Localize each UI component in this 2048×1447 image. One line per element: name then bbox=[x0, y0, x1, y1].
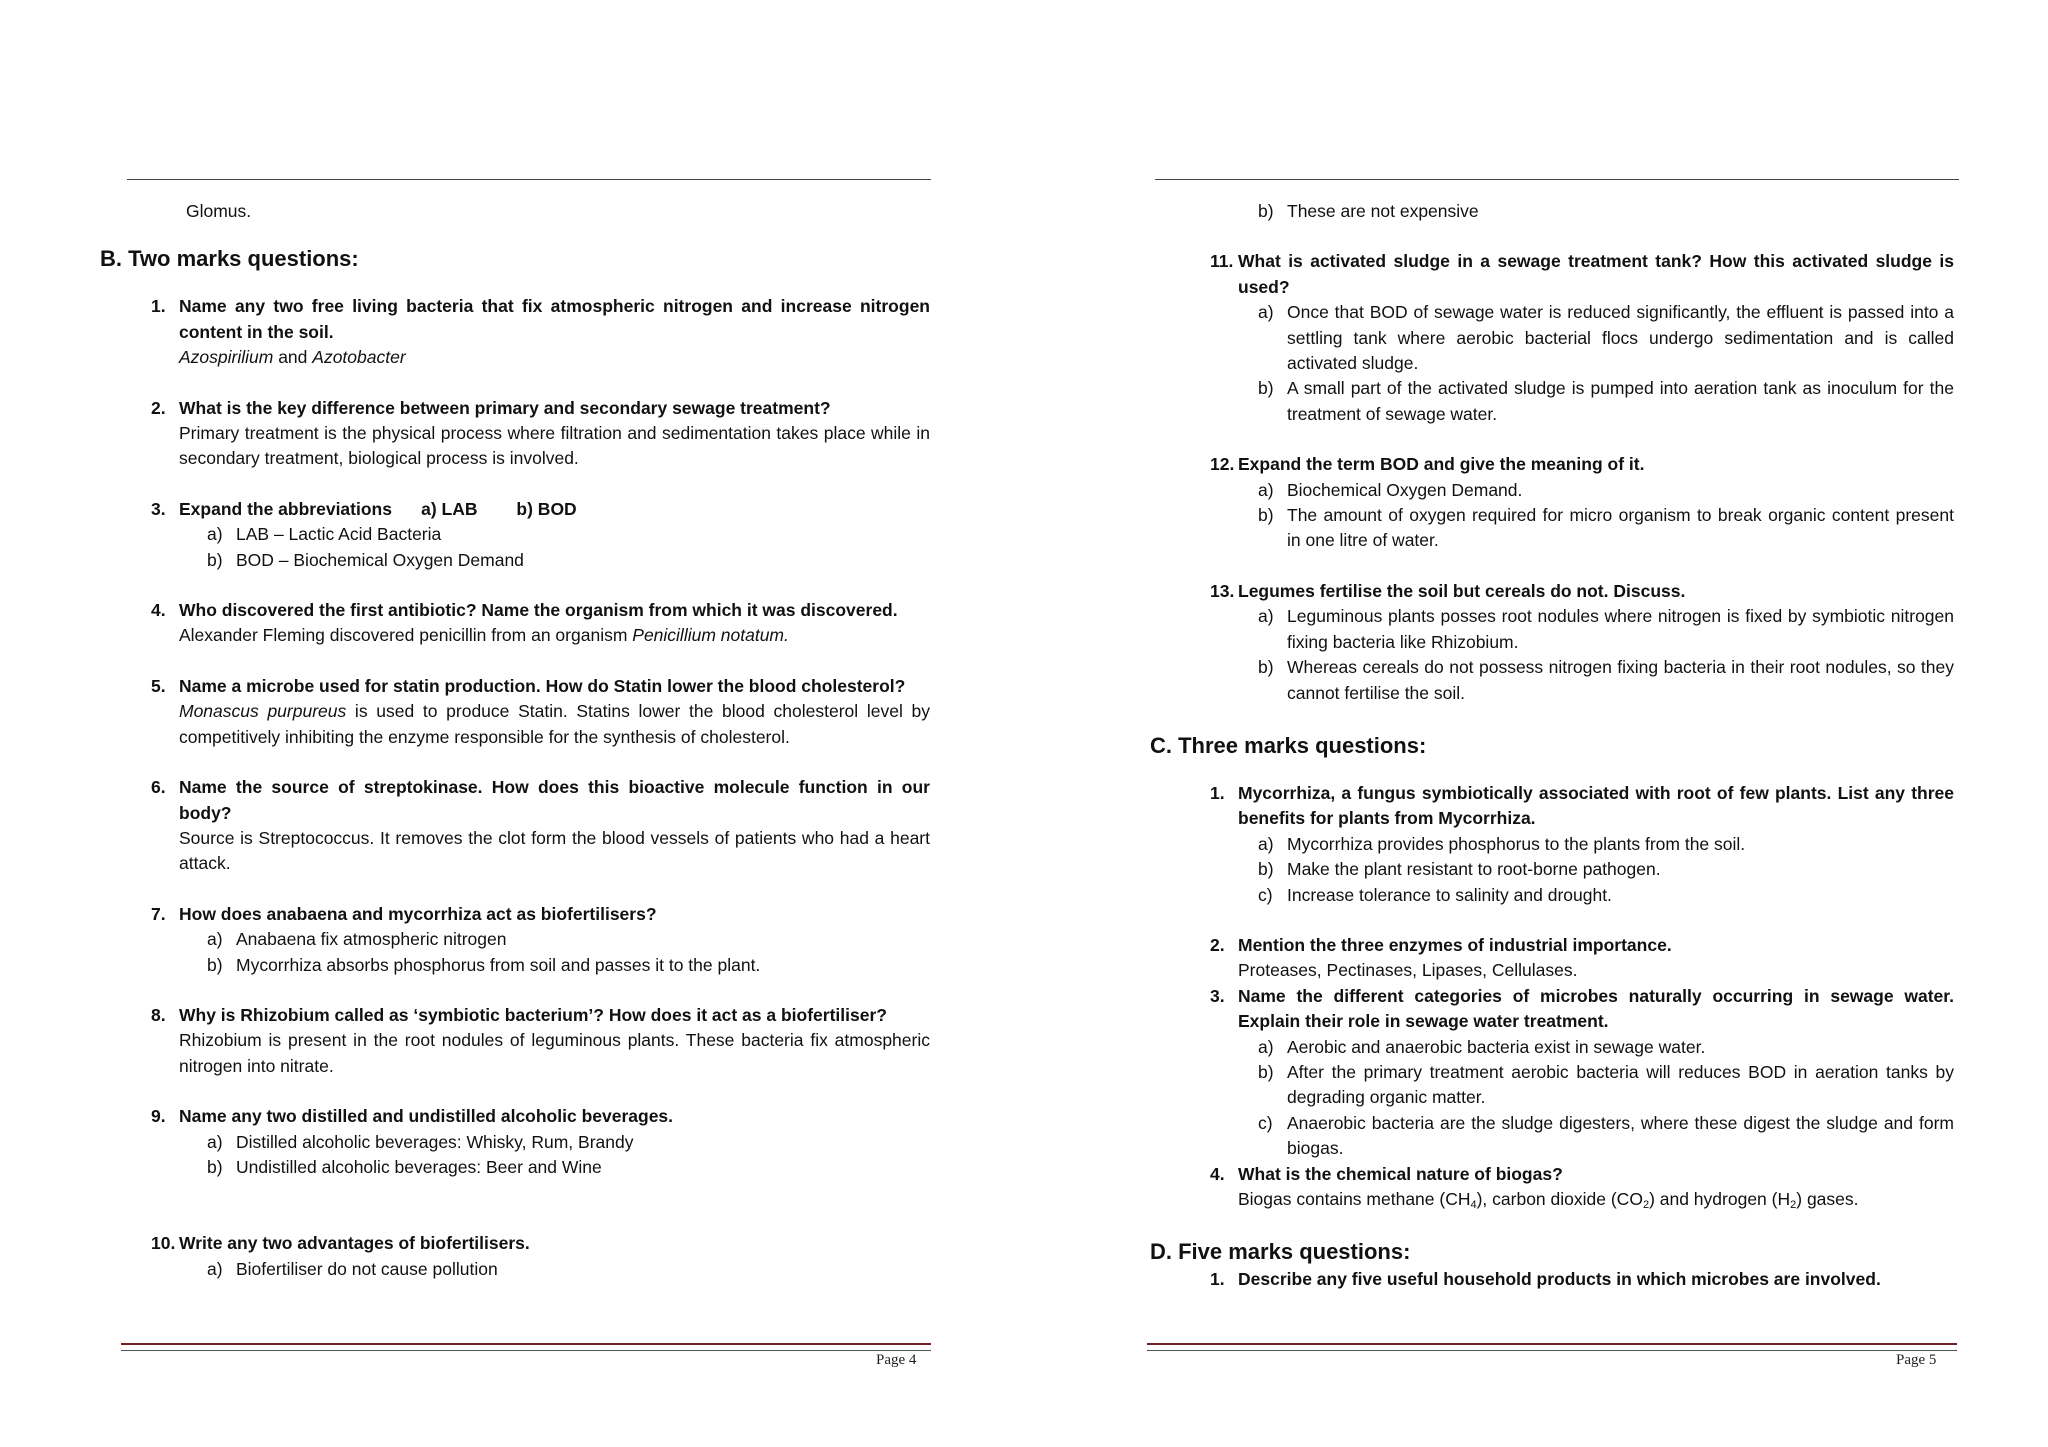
item-label: c) bbox=[1258, 1112, 1273, 1133]
item-label: b) bbox=[1258, 201, 1274, 221]
question-number: 10. bbox=[151, 1233, 176, 1254]
item-text: A small part of the activated sludge is pumped into aeration tank as inoculum for the treatment of sewage water. bbox=[1287, 378, 1954, 424]
item-label: b) bbox=[207, 549, 223, 570]
item-text: Anabaena fix atmospheric nitrogen bbox=[236, 929, 507, 950]
section-b-continued bbox=[1150, 249, 1954, 706]
page-number: Page 4 bbox=[876, 1352, 917, 1368]
item-label: b) bbox=[1258, 657, 1274, 678]
question-number: 2. bbox=[151, 397, 166, 418]
answer-part: ) gases. bbox=[1796, 1189, 1859, 1209]
question-text: What is the key difference between primary and secondary sewage treatment? bbox=[179, 397, 831, 418]
item-text: BOD – Biochemical Oxygen Demand bbox=[236, 549, 524, 570]
answer-item bbox=[151, 1257, 930, 1282]
question-text: How does anabaena and mycorrhiza act as biofertilisers? bbox=[179, 903, 657, 924]
section-d-heading: D. Five marks questions: bbox=[1150, 1239, 1411, 1265]
question-text: Who discovered the first antibiotic? Name the organism from which it was discovered. bbox=[179, 600, 898, 621]
item-text: Increase tolerance to salinity and drought. bbox=[1287, 884, 1612, 905]
question-number: 4. bbox=[1210, 1163, 1225, 1184]
answer-organism-2: Azotobacter bbox=[312, 347, 406, 368]
question-number: 11. bbox=[1210, 251, 1234, 272]
subscript: 4 bbox=[1470, 1199, 1477, 1211]
question-6 bbox=[151, 775, 930, 877]
item-text: Once that BOD of sewage water is reduced significantly, the effluent is passed into a settling tank where aerobic bacterial flocs undergo sedimentation and is called activated sludge. bbox=[1287, 302, 1954, 374]
footer-rule bbox=[1147, 1343, 1957, 1351]
answer-item bbox=[1210, 1035, 1954, 1060]
question-9 bbox=[151, 1104, 930, 1180]
answer: Source is Streptococcus. It removes the clot form the blood vessels of patients who had a heart attack. bbox=[179, 827, 930, 874]
item-text: Anaerobic bacteria are the sludge digesters, where these digest the sludge and form biogas. bbox=[1287, 1112, 1954, 1159]
question-10 bbox=[151, 1231, 930, 1282]
question-13 bbox=[1210, 579, 1954, 706]
item-text: Whereas cereals do not possess nitrogen fixing bacteria in their root nodules, so they cannot fertilise the soil. bbox=[1287, 657, 1954, 703]
answer-text: Alexander Fleming discovered penicillin from an organism bbox=[179, 625, 633, 646]
item-text: LAB – Lactic Acid Bacteria bbox=[236, 524, 442, 545]
subscript: 2 bbox=[1790, 1199, 1797, 1211]
question-text: Name a microbe used for statin production. How do Statin lower the blood cholesterol? bbox=[179, 675, 906, 696]
page-5-content bbox=[1150, 199, 1954, 1293]
item-label: b) bbox=[207, 1156, 223, 1177]
subscript: 2 bbox=[1642, 1199, 1650, 1211]
question-number: 9. bbox=[151, 1106, 166, 1127]
answer: Rhizobium is present in the root nodules of leguminous plants. These bacteria fix atmospheric nitrogen into nitrate. bbox=[179, 1030, 930, 1076]
answer-item bbox=[1210, 604, 1954, 655]
answer-part: ), carbon dioxide (CO bbox=[1476, 1189, 1643, 1209]
question-7 bbox=[151, 902, 930, 978]
question-number: 1. bbox=[1210, 1269, 1225, 1290]
section-c-heading: C. Three marks questions: bbox=[1150, 732, 1427, 758]
answer-item bbox=[1210, 883, 1954, 908]
question-text: Why is Rhizobium called as ‘symbiotic bacterium’? How does it act as a biofertiliser? bbox=[179, 1004, 887, 1025]
question-number: 3. bbox=[151, 498, 166, 519]
question-text: Mycorrhiza, a fungus symbiotically associated with root of few plants. List any three benefits for plants from Mycorrhiza. bbox=[1238, 782, 1954, 829]
question-3 bbox=[151, 497, 930, 573]
answer-item bbox=[1210, 1111, 1954, 1162]
question-number: 2. bbox=[1210, 934, 1225, 955]
item-label: a) bbox=[207, 929, 223, 950]
page-4-content bbox=[100, 199, 930, 1282]
question-number: 1. bbox=[1210, 782, 1225, 803]
answer-item bbox=[1210, 832, 1954, 857]
item-text: Undistilled alcoholic beverages: Beer and Wine bbox=[236, 1156, 602, 1177]
question-number: 13. bbox=[1210, 580, 1235, 601]
answer-conjunction: and bbox=[273, 347, 313, 368]
question-number: 7. bbox=[151, 903, 166, 924]
answer bbox=[151, 623, 930, 648]
question-5 bbox=[151, 674, 930, 750]
question-text: Name the source of streptokinase. How does this bioactive molecule function in our body? bbox=[179, 777, 930, 823]
item-label: c) bbox=[1258, 884, 1273, 905]
item-text: Make the plant resistant to root-borne pathogen. bbox=[1287, 859, 1661, 880]
item-label: b) bbox=[1258, 505, 1274, 526]
answer-organism: Penicillium notatum. bbox=[632, 625, 789, 646]
item-label: a) bbox=[207, 524, 223, 545]
footer-rule bbox=[121, 1343, 931, 1351]
answer-item bbox=[1210, 857, 1954, 882]
answer-part: Biogas contains methane (CH bbox=[1238, 1189, 1471, 1209]
answer-item bbox=[1210, 1060, 1954, 1111]
question-text: Expand the term BOD and give the meaning of it. bbox=[1238, 454, 1645, 475]
question-text: What is the chemical nature of biogas? bbox=[1238, 1163, 1563, 1184]
question-text: Name the different categories of microbes naturally occurring in sewage water. Explain their role in sewage water treatment. bbox=[1238, 985, 1954, 1032]
answer bbox=[151, 699, 930, 750]
item-label: a) bbox=[1258, 606, 1274, 627]
section-b-heading: B. Two marks questions: bbox=[100, 246, 359, 272]
question-text: What is activated sludge in a sewage treatment tank? How this activated sludge is used? bbox=[1238, 251, 1954, 297]
question-number: 3. bbox=[1210, 985, 1225, 1006]
question-text: Expand the abbreviations a) LAB b) BOD bbox=[179, 498, 577, 519]
carry-over-line: Glomus. bbox=[186, 201, 252, 221]
item-text: After the primary treatment aerobic bacteria will reduces BOD in aeration tanks by degrading organic matter. bbox=[1287, 1061, 1954, 1108]
answer-item bbox=[1210, 503, 1954, 554]
item-label: b) bbox=[1258, 1061, 1274, 1082]
question-text: Write any two advantages of biofertilisers. bbox=[179, 1233, 530, 1254]
item-text: Distilled alcoholic beverages: Whisky, Rum, Brandy bbox=[236, 1131, 634, 1152]
question-number: 8. bbox=[151, 1004, 166, 1025]
question-c3 bbox=[1210, 984, 1954, 1162]
question-c2 bbox=[1210, 933, 1954, 984]
question-text: Mention the three enzymes of industrial importance. bbox=[1238, 934, 1672, 955]
question-text: Legumes fertilise the soil but cereals do not. Discuss. bbox=[1238, 580, 1686, 601]
question-number: 1. bbox=[151, 296, 166, 317]
carry-over-item bbox=[1150, 199, 1954, 224]
item-label: a) bbox=[207, 1258, 223, 1279]
question-number: 6. bbox=[151, 777, 166, 798]
item-label: a) bbox=[1258, 479, 1274, 500]
item-text: Mycorrhiza absorbs phosphorus from soil and passes it to the plant. bbox=[236, 954, 761, 975]
answer-item bbox=[151, 1130, 930, 1155]
question-text: Name any two distilled and undistilled alcoholic beverages. bbox=[179, 1106, 674, 1127]
question-d1 bbox=[1210, 1267, 1954, 1292]
answer-organism-1: Azospirilium bbox=[179, 347, 274, 368]
answer bbox=[151, 345, 930, 370]
answer-item bbox=[1210, 655, 1954, 706]
header-rule bbox=[1155, 179, 1959, 180]
question-c4 bbox=[1210, 1162, 1954, 1213]
section-d-questions bbox=[1150, 1267, 1954, 1292]
item-text: The amount of oxygen required for micro organism to break organic content present in one litre of water. bbox=[1287, 505, 1954, 551]
question-text: Describe any five useful household products in which microbes are involved. bbox=[1238, 1269, 1881, 1290]
question-12 bbox=[1210, 452, 1954, 554]
item-label: a) bbox=[1258, 302, 1274, 323]
page-number: Page 5 bbox=[1896, 1352, 1937, 1368]
item-text: Aerobic and anaerobic bacteria exist in sewage water. bbox=[1287, 1036, 1706, 1057]
answer-item bbox=[151, 953, 930, 978]
question-number: 5. bbox=[151, 675, 166, 696]
item-label: a) bbox=[1258, 833, 1274, 854]
question-1 bbox=[151, 294, 930, 370]
section-c-questions bbox=[1150, 781, 1954, 1213]
answer-item bbox=[151, 1155, 930, 1180]
header-rule bbox=[127, 179, 931, 180]
answer-text: is used to produce Statin. Statins lower the blood cholesterol level by competitively inhibiting the enzyme responsible for the synthesis of cholesterol. bbox=[179, 701, 931, 747]
answer-item bbox=[151, 548, 930, 573]
answer: Proteases, Pectinases, Lipases, Cellulases. bbox=[1238, 960, 1578, 981]
answer-item bbox=[151, 522, 930, 547]
item-label: a) bbox=[207, 1131, 223, 1152]
answer-part: ) and hydrogen (H bbox=[1649, 1189, 1791, 1209]
question-number: 12. bbox=[1210, 454, 1235, 475]
answer bbox=[1210, 1187, 1954, 1212]
item-label: a) bbox=[1258, 1036, 1274, 1057]
item-text: These are not expensive bbox=[1287, 201, 1479, 221]
question-number: 4. bbox=[151, 600, 166, 621]
question-text: Name any two free living bacteria that fix atmospheric nitrogen and increase nitrogen content in the soil. bbox=[179, 296, 930, 342]
answer: Primary treatment is the physical process where filtration and sedimentation takes place while in secondary treatment, biological process is involved. bbox=[179, 423, 930, 469]
item-label: b) bbox=[1258, 378, 1274, 399]
item-text: Mycorrhiza provides phosphorus to the plants from the soil. bbox=[1287, 833, 1746, 854]
answer-organism: Monascus purpureus bbox=[179, 701, 347, 722]
item-text: Leguminous plants posses root nodules where nitrogen is fixed by symbiotic nitrogen fixing bacteria like Rhizobium. bbox=[1287, 606, 1954, 652]
answer-item bbox=[151, 927, 930, 952]
item-label: b) bbox=[207, 954, 223, 975]
item-text: Biofertiliser do not cause pollution bbox=[236, 1258, 498, 1279]
question-8 bbox=[151, 1003, 930, 1079]
section-b-questions bbox=[100, 294, 930, 1282]
answer-item bbox=[1210, 300, 1954, 376]
question-4 bbox=[151, 598, 930, 649]
page-5 bbox=[1024, 0, 2048, 1447]
question-11 bbox=[1210, 249, 1954, 427]
item-label: b) bbox=[1258, 859, 1274, 880]
answer-item bbox=[1210, 376, 1954, 427]
item-text: Biochemical Oxygen Demand. bbox=[1287, 479, 1523, 500]
question-2 bbox=[151, 396, 930, 472]
question-c1 bbox=[1210, 781, 1954, 908]
answer-item bbox=[1210, 478, 1954, 503]
